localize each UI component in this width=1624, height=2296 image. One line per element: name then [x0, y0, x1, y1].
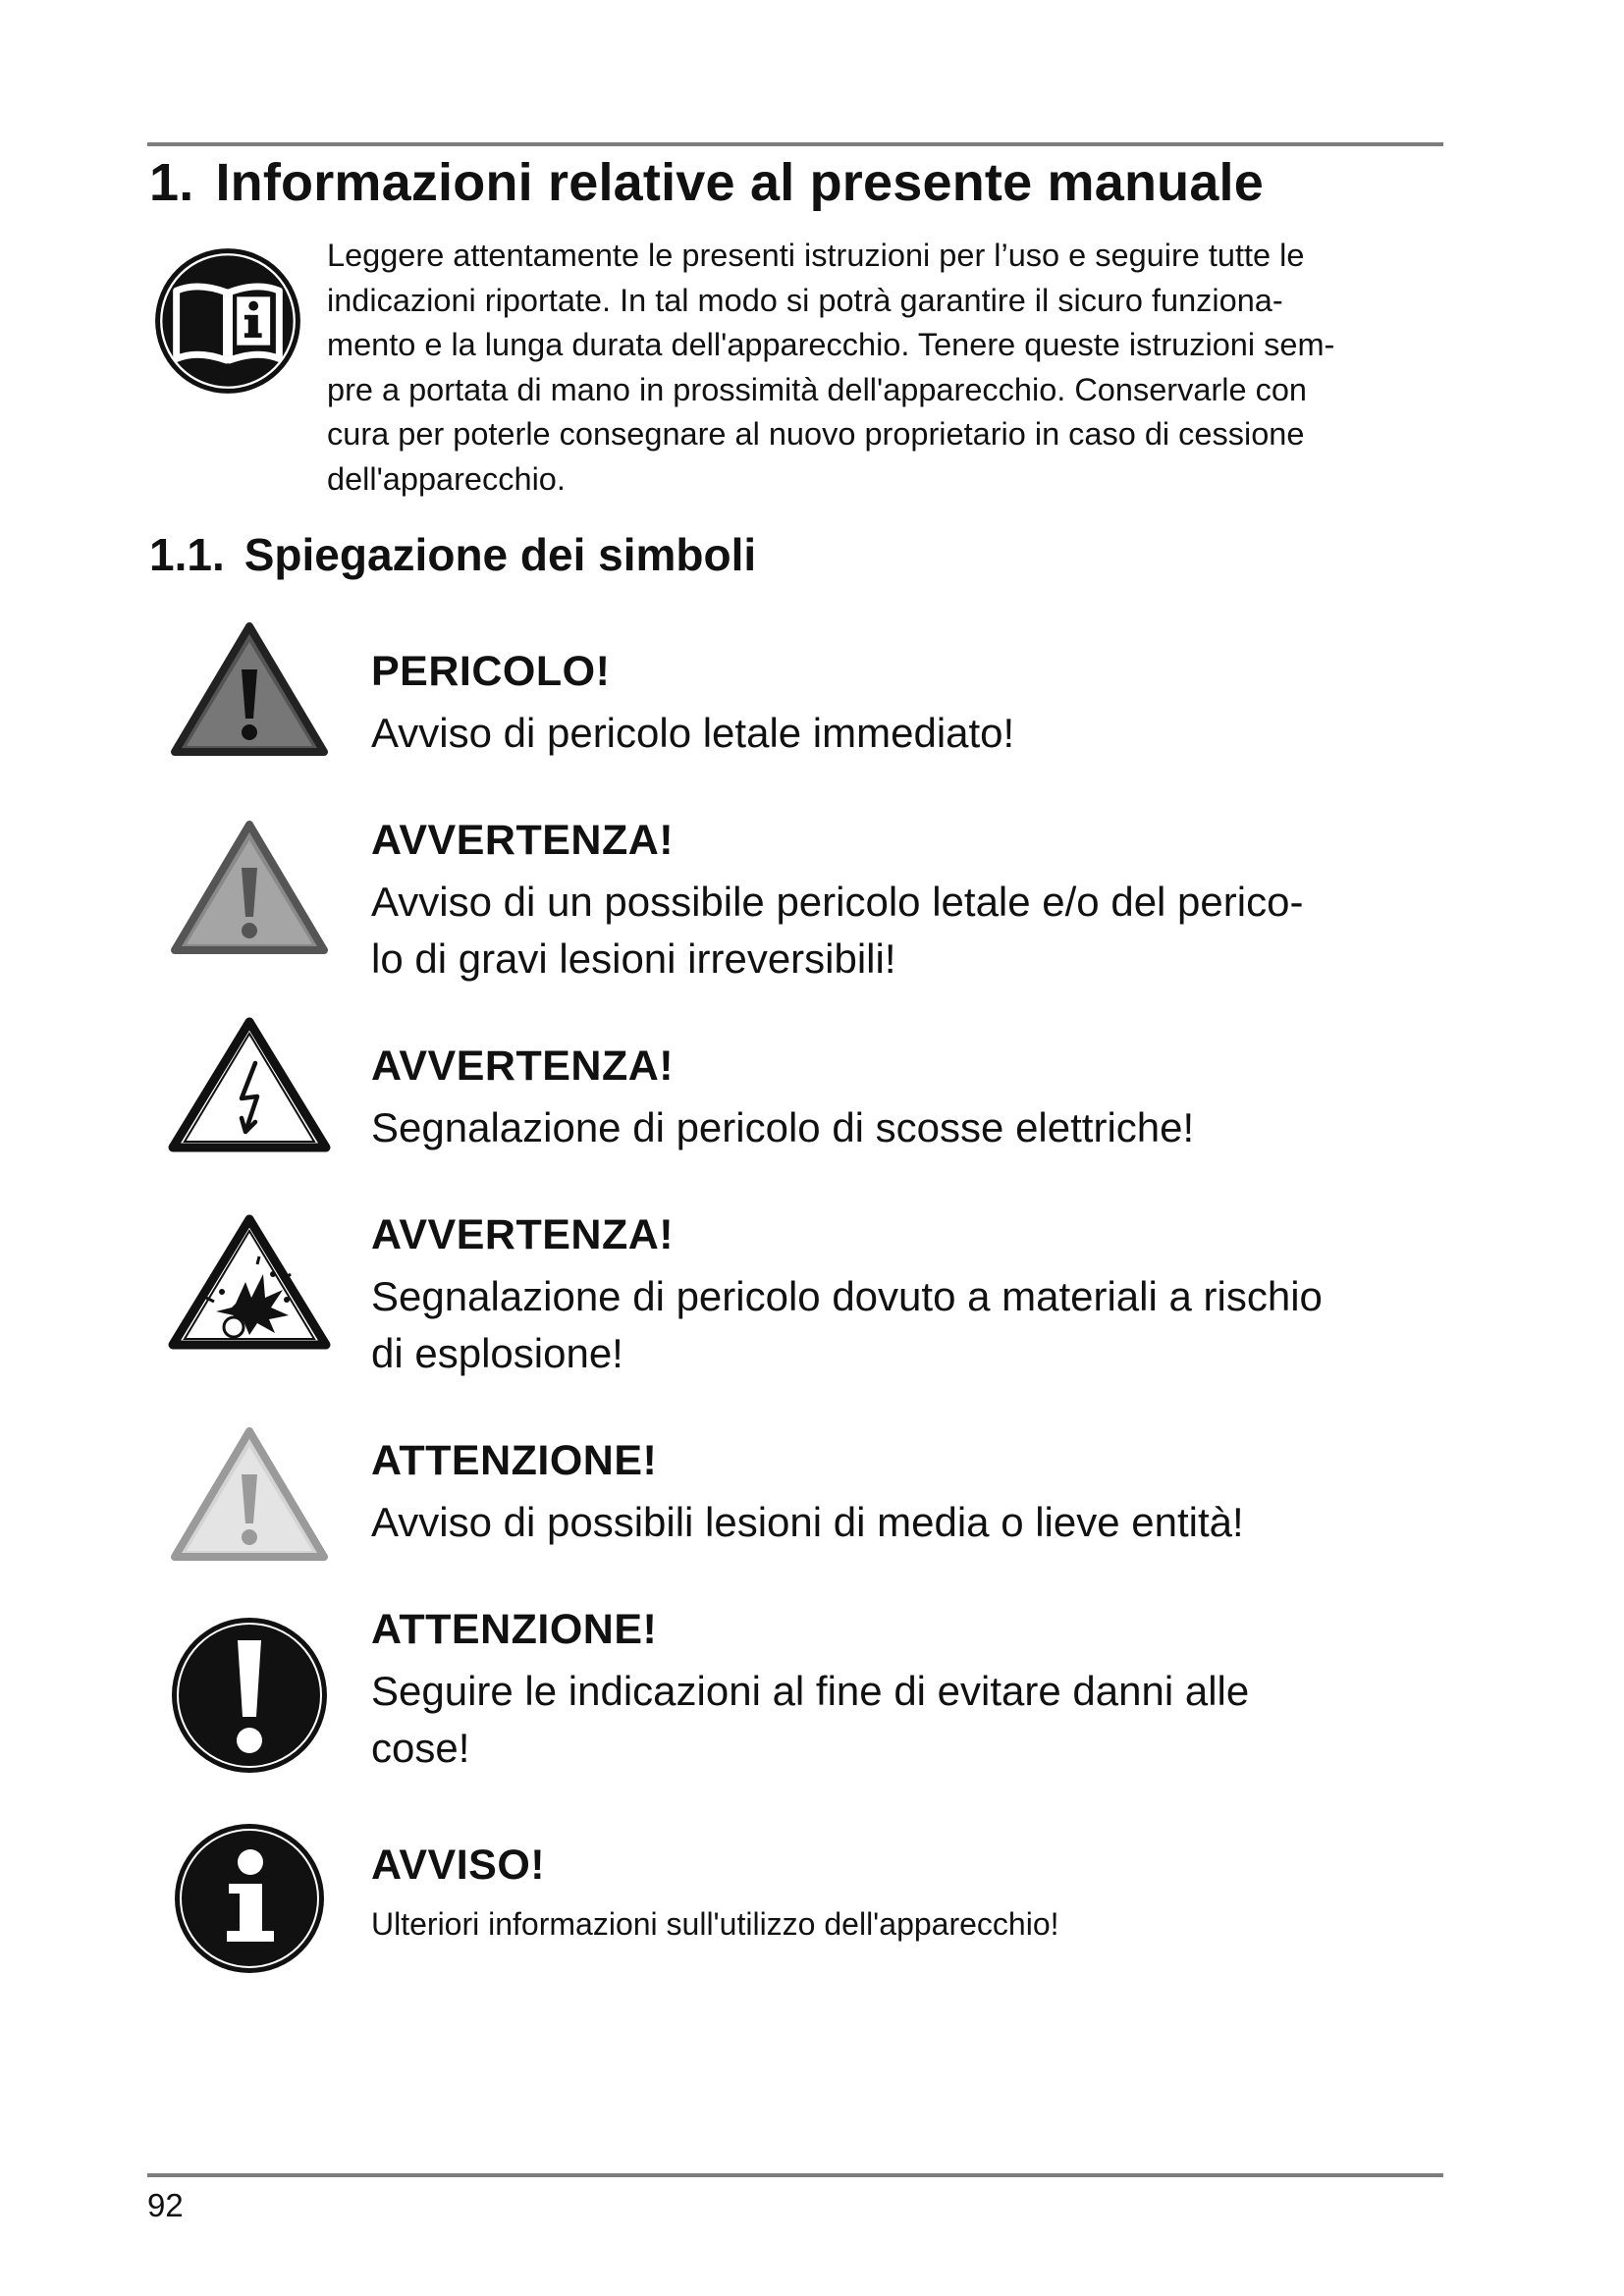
warning-triangle-icon [169, 819, 330, 958]
symbol-description [371, 1494, 1244, 1551]
symbol-description [371, 1099, 1194, 1156]
symbol-description-line: Seguire le indicazioni al fine di evitare danni alle [371, 1668, 1250, 1714]
intro-line: pre a portata di mano in prossimità dell'apparecchio. Conservarle con [327, 371, 1307, 407]
symbol-description-line: Avviso di pericolo letale immediato! [371, 710, 1015, 756]
explosion-hazard-icon [167, 1213, 332, 1353]
symbol-title: PERICOLO! [371, 648, 611, 695]
subsection-heading [149, 528, 756, 581]
intro-paragraph [327, 234, 1456, 502]
symbol-description-line: di esplosione! [371, 1330, 623, 1376]
symbol-description [371, 1268, 1323, 1382]
symbol-description-line: cose! [371, 1725, 470, 1771]
symbol-description-line: Avviso di un possibile pericolo letale e/o del perico- [371, 879, 1304, 925]
intro-line: cura per poterle consegnare al nuovo proprietario in caso di cessione [327, 416, 1305, 452]
page-title [149, 152, 1264, 213]
section-title: Informazioni relative al presente manuale [215, 153, 1264, 212]
symbol-title: AVVERTENZA! [371, 1042, 675, 1090]
intro-line: dell'apparecchio. [327, 460, 566, 497]
symbol-description-line: Ulteriori informazioni sull'utilizzo dell'apparecchio! [371, 1906, 1059, 1942]
intro-line: indicazioni riportate. In tal modo si potrà garantire il sicuro funziona- [327, 282, 1283, 318]
symbol-description [371, 1663, 1249, 1777]
danger-triangle-icon [169, 620, 330, 760]
section-number: 1. [149, 153, 194, 212]
footer-rule [147, 2173, 1443, 2177]
symbol-description-line: Segnalazione di pericolo di scosse elettriche! [371, 1104, 1195, 1150]
intro-line: Leggere attentamente le presenti istruzioni per l’uso e seguire tutte le [327, 238, 1305, 273]
info-circle-icon [172, 1821, 327, 1976]
intro-line: mento e la lunga durata dell'apparecchio. Tenere queste istruzioni sem- [327, 327, 1335, 362]
symbol-title: ATTENZIONE! [371, 1437, 658, 1484]
caution-triangle-icon [169, 1425, 330, 1565]
symbol-title: ATTENZIONE! [371, 1606, 658, 1653]
subsection-title: Spiegazione dei simboli [244, 529, 757, 580]
symbol-title: AVVERTENZA! [371, 817, 675, 864]
symbol-description-line: Segnalazione di pericolo dovuto a materiali a rischio [371, 1273, 1323, 1319]
page-number: 92 [147, 2187, 184, 2223]
header-rule [147, 142, 1443, 146]
electric-shock-icon [167, 1016, 332, 1155]
symbol-title: AVVISO! [371, 1842, 546, 1889]
subsection-number: 1.1. [149, 529, 225, 580]
symbol-title: AVVERTENZA! [371, 1211, 675, 1258]
symbol-description [371, 874, 1303, 988]
manual-info-icon [152, 245, 303, 397]
symbol-description [371, 1904, 1059, 1944]
exclamation-circle-icon [169, 1615, 330, 1776]
symbol-description-line: Avviso di possibili lesioni di media o lieve entità! [371, 1499, 1244, 1545]
symbol-description [371, 705, 1014, 762]
symbol-description-line: lo di gravi lesioni irreversibili! [371, 935, 896, 982]
